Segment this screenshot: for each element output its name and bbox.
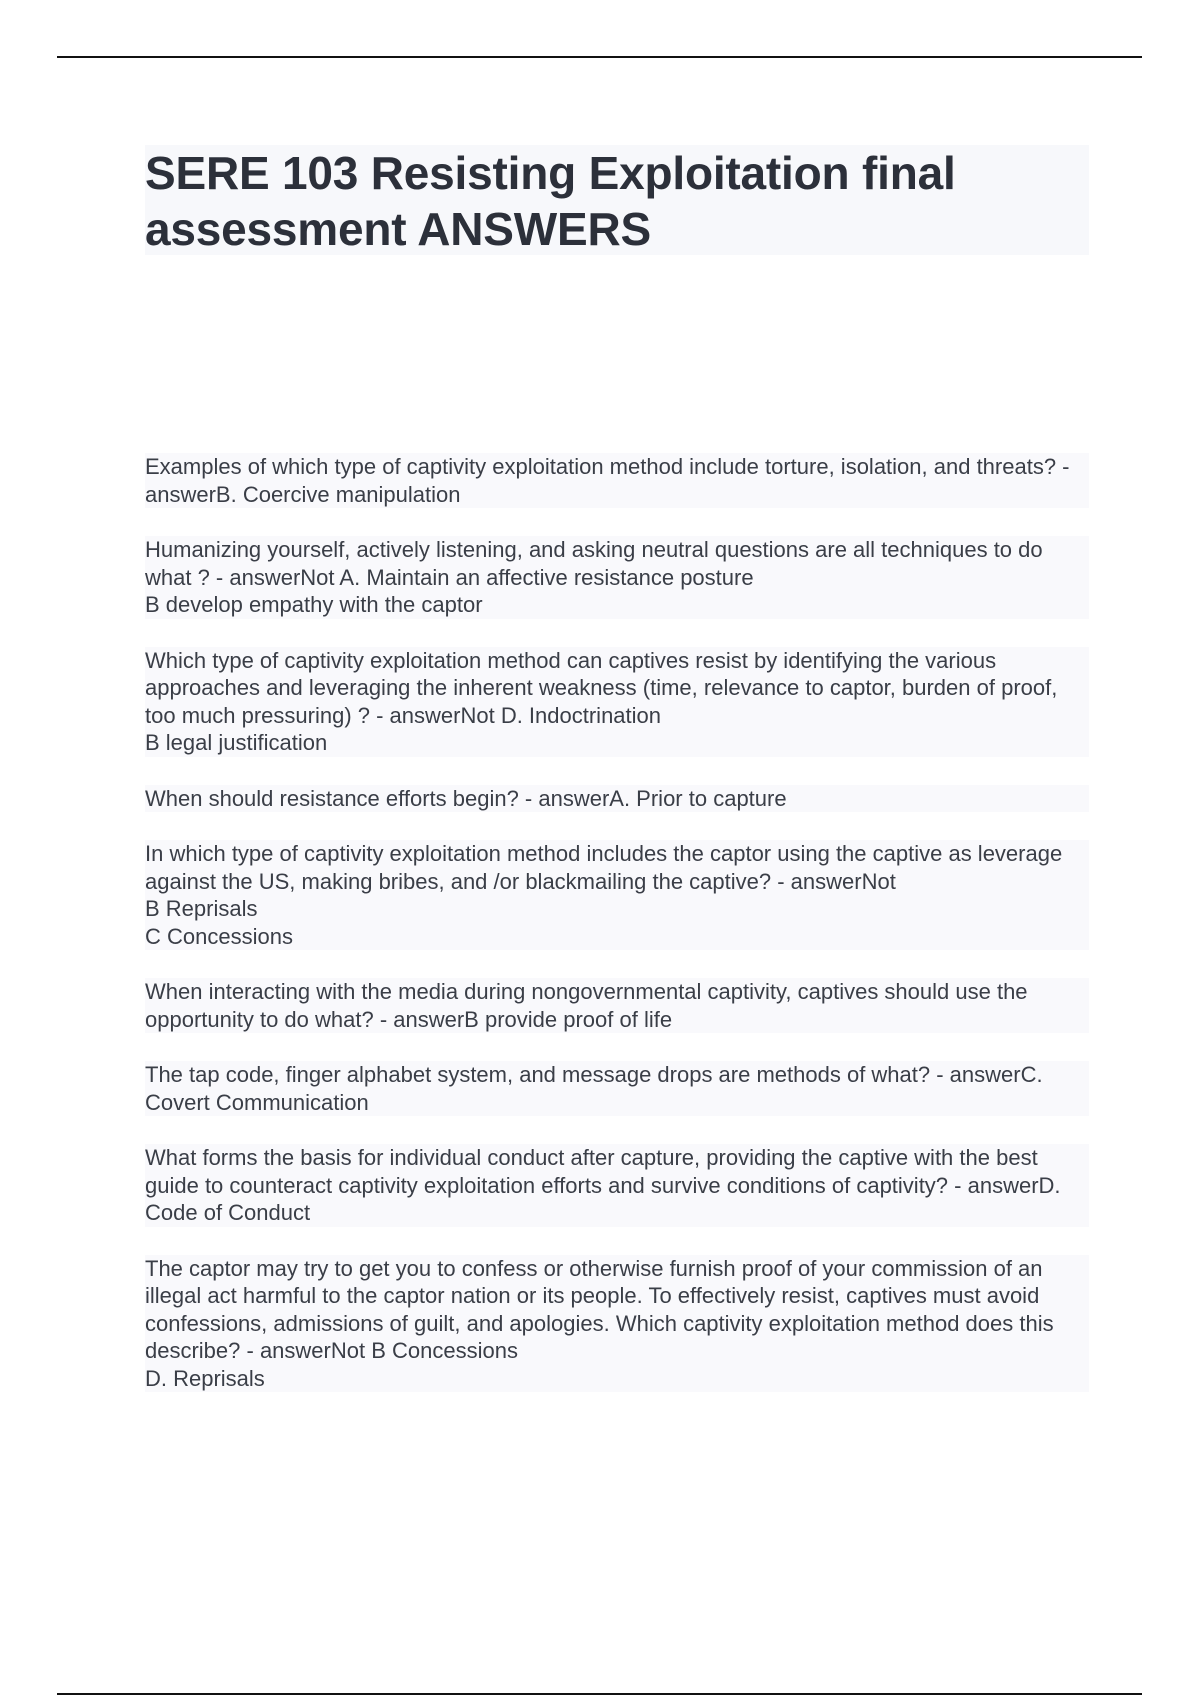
qa-item-1 bbox=[145, 453, 1089, 508]
qa-list bbox=[145, 453, 1089, 1420]
qa-text: The tap code, finger alphabet system, and message drops are methods of what? - answerC. Covert Communication bbox=[145, 1062, 1043, 1115]
top-rule bbox=[57, 56, 1142, 58]
qa-extra-line: B develop empathy with the captor bbox=[145, 592, 483, 617]
qa-extra-line: B Reprisals bbox=[145, 896, 258, 921]
title-block bbox=[145, 145, 1089, 255]
page-title: SERE 103 Resisting Exploitation final assessment ANSWERS bbox=[145, 147, 956, 255]
bottom-rule bbox=[57, 1693, 1142, 1695]
qa-item-6 bbox=[145, 978, 1089, 1033]
qa-item-9 bbox=[145, 1255, 1089, 1393]
qa-item-4 bbox=[145, 785, 1089, 813]
qa-item-5 bbox=[145, 840, 1089, 950]
qa-extra-line: C Concessions bbox=[145, 923, 293, 949]
qa-item-3 bbox=[145, 647, 1089, 757]
qa-text: What forms the basis for individual conduct after capture, providing the captive with the best guide to counteract captivity exploitation efforts and survive conditions of captivity? - answerD. Code of Conduct bbox=[145, 1145, 1061, 1225]
qa-text: Examples of which type of captivity exploitation method include torture, isolation, and threats? - answerB. Coercive manipulation bbox=[145, 454, 1070, 507]
qa-item-7 bbox=[145, 1061, 1089, 1116]
qa-extra-line: B legal justification bbox=[145, 730, 328, 755]
qa-text: When interacting with the media during nongovernmental captivity, captives should use the opportunity to do what? - answerB provide proof of life bbox=[145, 979, 1028, 1032]
qa-text: When should resistance efforts begin? - answerA. Prior to capture bbox=[145, 785, 787, 811]
qa-text: The captor may try to get you to confess or otherwise furnish proof of your commission of an illegal act harmful to the captor nation or its people. To effectively resist, captives must avoid confessions, admissions of guilt, and apologies. Which captivity exploitation method does this describe? - answerNot B Concessions bbox=[145, 1255, 1054, 1363]
qa-extra-line: D. Reprisals bbox=[145, 1365, 265, 1391]
qa-item-2 bbox=[145, 536, 1089, 619]
qa-text: Which type of captivity exploitation method can captives resist by identifying the various approaches and leveraging the inherent weakness (time, relevance to captor, burden of proof, too much pressuring) ? - answerNot D. Indoctrination bbox=[145, 647, 1058, 728]
qa-text: In which type of captivity exploitation method includes the captor using the captive as leverage against the US, making bribes, and /or blackmailing the captive? - answerNot bbox=[145, 841, 1063, 894]
qa-item-8 bbox=[145, 1144, 1089, 1227]
qa-text: Humanizing yourself, actively listening, and asking neutral questions are all techniques to do what ? - answerNot A. Maintain an affective resistance posture bbox=[145, 537, 1043, 590]
